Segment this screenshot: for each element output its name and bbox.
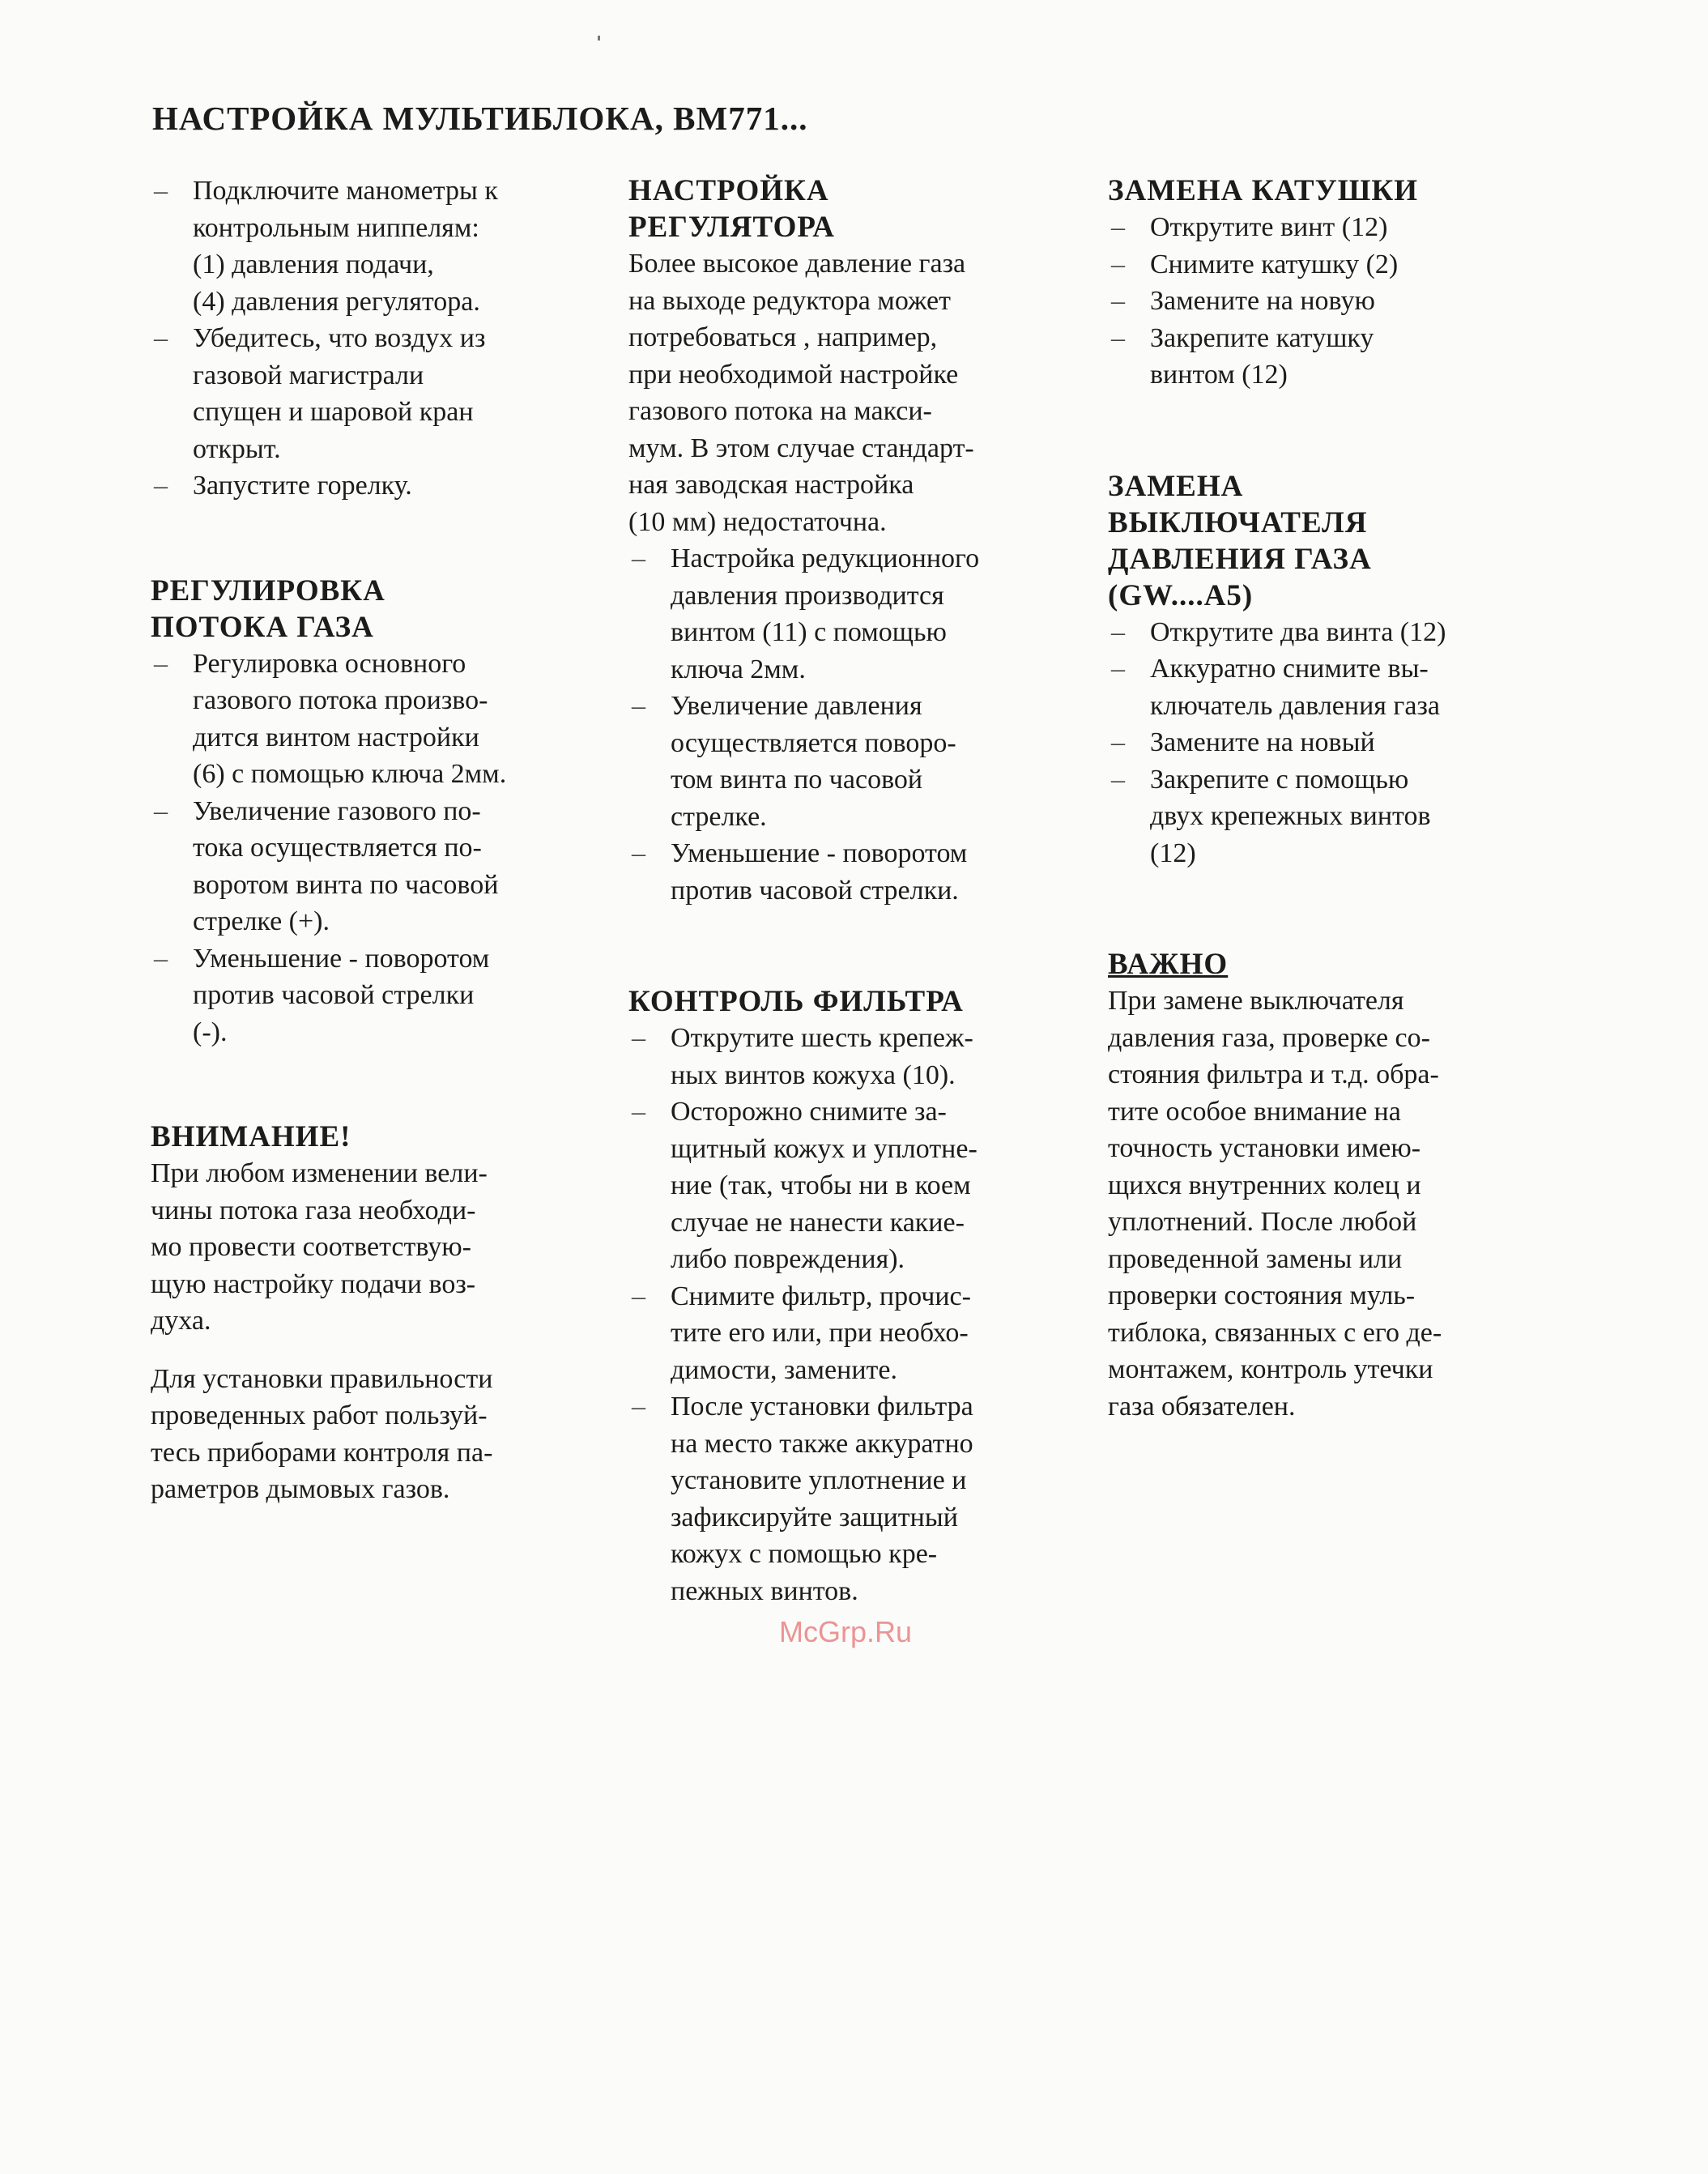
list-item: – После установки фильтра на место также аккуратно установите уплотнение и зафиксируйте защитный кожух с помощью кре- пежных винтов. (628, 1388, 1082, 1609)
filter-title: КОНТРОЛЬ ФИЛЬТРА (628, 985, 964, 1018)
gas-flow-title: РЕГУЛИРОВКА ПОТОКА ГАЗА (151, 573, 385, 644)
list-item: – Снимите катушку (2) (1108, 246, 1561, 283)
gas-flow-steps (151, 646, 604, 1051)
important-title: ВАЖНО (1108, 948, 1229, 981)
list-item: – Закрепите катушку винтом (12) (1108, 320, 1561, 394)
regulator-title: НАСТРОЙКА РЕГУЛЯТОРА (628, 174, 835, 244)
list-item: – Увеличение газового по- тока осуществляется по- воротом винта по часовой стрелке (+). (151, 793, 604, 940)
list-item: – Увеличение давления осуществляется поворо- том винта по часовой стрелке. (628, 688, 1082, 835)
list-item: – Убедитесь, что воздух из газовой магистрали спущен и шаровой кран открыт. (151, 320, 604, 467)
switch-steps (1108, 614, 1561, 872)
list-item: – Замените на новый (1108, 724, 1561, 761)
list-item: – Регулировка основного газового потока произво- дится винтом настройки (6) с помощью ключа 2мм. (151, 646, 604, 793)
attention-title: ВНИМАНИЕ! (151, 1120, 351, 1153)
regulator-steps (628, 540, 1082, 909)
important-text: При замене выключателя давления газа, проверке со- стояния фильтра и т.д. обра- тите особое внимание на точность установки имею- щихся внутренних колец и уплотнений. После любой проведенной замены или проверки состояния муль- тиблока, связанных с его де- монтажем, контроль утечки газа обязателен. (1108, 986, 1442, 1422)
list-item: – Настройка редукционного давления производится винтом (11) с помощью ключа 2мм. (628, 540, 1082, 688)
coil-steps (1108, 209, 1561, 394)
page-title: НАСТРОЙКА МУЛЬТИБЛОКА, BM771... (152, 100, 808, 137)
column-3 (1108, 173, 1561, 1425)
list-item: – Запустите горелку. (151, 467, 604, 505)
watermark: McGrp.Ru (779, 1615, 913, 1648)
list-item: – Аккуратно снимите вы- ключатель давления газа (1108, 650, 1561, 724)
filter-steps (628, 1020, 1082, 1609)
list-item: – Закрепите с помощью двух крепежных винтов (12) (1108, 761, 1561, 872)
attention-text: При любом изменении вели- чины потока газа необходи- мо провести соответствую- щую настройку подачи воз- духа. (151, 1158, 488, 1336)
list-item: – Замените на новую (1108, 283, 1561, 320)
coil-title: ЗАМЕНА КАТУШКИ (1108, 174, 1418, 207)
switch-title: ЗАМЕНА ВЫКЛЮЧАТЕЛЯ ДАВЛЕНИЯ ГАЗА (GW....A5) (1108, 469, 1372, 612)
list-item: – Осторожно снимите за- щитный кожух и уплотне- ние (так, чтобы ни в коем случае не нанести какие- либо повреждения). (628, 1093, 1082, 1278)
list-item: – Уменьшение - поворотом против часовой стрелки. (628, 835, 1082, 909)
list-item: – Подключите манометры к контрольным ниппелям: (1) давления подачи, (4) давления регулятора. (151, 173, 604, 320)
column-2 (628, 173, 1082, 1609)
list-item: – Снимите фильтр, прочис- тите его или, при необхо- димости, замените. (628, 1278, 1082, 1389)
column-1 (151, 173, 604, 1508)
scan-speck (598, 36, 600, 40)
check-text: Для установки правильности проведенных работ пользуй- тесь приборами контроля па- раметров дымовых газов. (151, 1363, 493, 1504)
list-item: – Открутите винт (12) (1108, 209, 1561, 246)
regulator-text: Более высокое давление газа на выходе редуктора может потребоваться , например, при необходимой настройке газового потока на макси- мум. В этом случае стандарт- ная заводская настройка (10 мм) недостаточна. (628, 249, 974, 537)
intro-steps (151, 173, 604, 505)
list-item: – Открутите шесть крепеж- ных винтов кожуха (10). (628, 1020, 1082, 1093)
list-item: – Открутите два винта (12) (1108, 614, 1561, 651)
list-item: – Уменьшение - поворотом против часовой стрелки (-). (151, 940, 604, 1051)
